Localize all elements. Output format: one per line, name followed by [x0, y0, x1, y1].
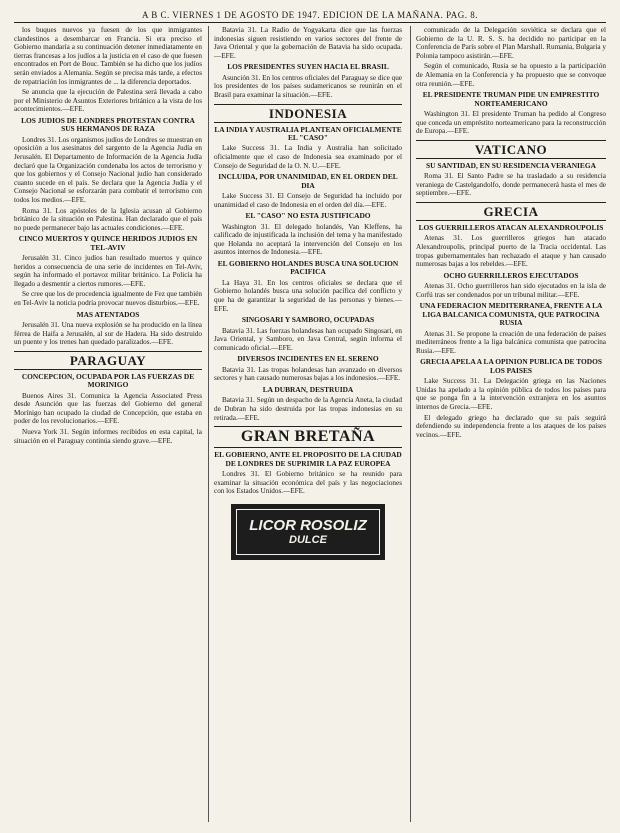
- article-paragraph: La Haya 31. En los centros oficiales se declara que el Gobierno holandés busca una solución pacífica del conflicto y que ha de garantizar la seguridad de las personas y bienes.—EFE.: [214, 278, 402, 313]
- headline: INCLUIDA, POR UNANIMIDAD, EN EL ORDEN DEL DIA: [218, 172, 398, 190]
- article-paragraph: comunicado de la Delegación soviética se declara que el Gobierno de la U. R. S. S. ha decidido no participar en la Conferencia de París sobre el Plan Marshall. Rumania, Bulgaria y Polonia tampoco asistirán.—EFE.: [416, 26, 606, 60]
- headline: LA INDIA Y AUSTRALIA PLANTEAN OFICIALMENTE EL "CASO": [214, 124, 402, 142]
- column-3: [416, 26, 606, 822]
- article-paragraph: Washington 31. El delegado holandés, Van Kleffens, ha calificado de injustificada la inclusión del tema y ha manifestado que Holanda no aceptará la intervención del Consejo en los asuntos internos de Indonesia.—EFE.: [214, 222, 402, 257]
- headline: DIVERSOS INCIDENTES EN EL SERENO: [237, 354, 379, 364]
- article-paragraph: Jerusalén 31. Una nueva explosión se ha producido en la línea férrea de Haifa a Jerusalén, al sur de Hadera. Ha sido destruido un puente y los trenes han quedado paralizados.—EFE.: [14, 321, 202, 347]
- ad-brand: LICOR ROSOLIZ: [249, 516, 367, 534]
- section-title: VATICANO: [416, 140, 606, 159]
- article-paragraph: Lake Success 31. La India y Australia han solicitado oficialmente que el caso de Indonesia sea examinado por el Consejo de Seguridad de la O. N. U.—EFE.: [214, 144, 402, 170]
- headline: LA DUBRAN, DESTRUIDA: [262, 384, 354, 394]
- article-paragraph: El delegado griego ha declarado que su país seguirá defendiendo su independencia frente a los ataques de los países vecinos.—EFE.: [416, 413, 606, 439]
- headline: LOS PRESIDENTES SUYEN HACIA EL BRASIL: [227, 62, 389, 72]
- section-title: GRECIA: [416, 202, 606, 221]
- headline: UNA FEDERACION MEDITERRANEA, FRENTE A LA LIGA BALCANICA COMUNISTA, QUE PATROCINA RUSIA: [419, 301, 603, 328]
- article-paragraph: Atenas 31. Los guerrilleros griegos han atacado Alexandroupolis, principal puerto de la Tracia occidental. Las tropas gubernamentales han rechazado el ataque y han causado numerosas bajas a los rebeldes.—EFE.: [416, 234, 606, 269]
- article-paragraph: Jerusalén 31. Cinco judíos han resultado muertos y quince heridos a consecuencia de una serie de incidentes en Tel-Aviv, según ha informado el portavoz militar británico. La Policía ha llegado a desmentir a ciertos rumores.—EFE.: [14, 254, 202, 288]
- columns: [14, 26, 606, 822]
- section-title: GRAN BRETAÑA: [214, 426, 402, 448]
- running-head: A B C. VIERNES 1 DE AGOSTO DE 1947. EDICION DE LA MAÑANA. PAG. 8.: [14, 10, 606, 23]
- ad-kind: DULCE: [289, 533, 327, 546]
- headline: CONCEPCION, OCUPADA POR LAS FUERZAS DE MORINIGO: [21, 371, 195, 390]
- column-2: [214, 26, 402, 822]
- headline: OCHO GUERRILLEROS EJECUTADOS: [443, 270, 579, 280]
- article-paragraph: Lake Success 31. La Delegación griega en las Naciones Unidas ha apelado a la opinión pública de todos los países para que se ponga fin a la intervención extranjera en los asuntos internos de Grecia.—EFE.: [416, 377, 606, 411]
- article-paragraph: Washington 31. El presidente Truman ha pedido al Congreso que conceda un empréstito norteamericano para la reconstrucción de Europa.—EFE.: [416, 109, 606, 136]
- article-paragraph: Londres 31. Los organismos judíos de Londres se muestran en oposición a los asesinatos del sargento de la Agencia Judía en Jerusalén. El Departamento de Información de la Agencia Judía declaró que la Organización condenaba los actos de terrorismo y que los gobiernos y el Consejo Nacional judío han considerado cuanto sucede en el país. Se declara que la Agencia Judía y el Consejo Nacional se esforzarán para combatir el terrorismo con todos los medios.—EFE.: [14, 135, 202, 204]
- headline: MAS ATENTADOS: [76, 309, 140, 319]
- article-paragraph: Según el comunicado, Rusia se ha opuesto a la participación de Alemania en la Conferencia y ha propuesto que se convoque otra reunión.—EFE.: [416, 62, 606, 88]
- newspaper-page: [14, 10, 606, 825]
- headline: EL "CASO" NO ESTA JUSTIFICADO: [245, 211, 371, 221]
- article-paragraph: Atenas 31. Se propone la creación de una federación de países mediterráneos frente a la liga balcánica comunista que patrocina Rusia.—EFE.: [416, 329, 606, 355]
- article-paragraph: Londres 31. El Gobierno británico se ha reunido para examinar la situación económica del país y las negociaciones con los Estados Unidos.—EFE.: [214, 469, 402, 496]
- headline: SU SANTIDAD, EN SU RESIDENCIA VERANIEGA: [426, 160, 596, 170]
- headline: LOS JUDIOS DE LONDRES PROTESTAN CONTRA SUS HERMANOS DE RAZA: [21, 115, 195, 134]
- headline: EL GOBIERNO, ANTE EL PROPOSITO DE LA CIUDAD DE LONDRES DE SUPRIMIR LA PAZ EUROPEA: [214, 450, 402, 468]
- article-paragraph: Se anuncia que la ejecución de Palestina será llevada a cabo por el Ministerio de Asuntos Exteriores británico a la vista de los acontecimientos.—EFE.: [14, 88, 202, 114]
- article-paragraph: Buenos Aires 31. Comunica la Agencia Associated Press desde Asunción que las fuerzas del Gobierno del general Morínigo han ocupado la ciudad de Concepción, que estaba en poder de los revolucionarios.—EFE.: [14, 391, 202, 426]
- headline: EL GOBIERNO HOLANDES BUSCA UNA SOLUCION PACIFICA: [217, 258, 399, 277]
- article-paragraph: Batavia 31. Las fuerzas holandesas han ocupado Singosari, en Java Oriental, y Samboro, en Java Central, según informa el comunicado oficial.—EFE.: [214, 326, 402, 352]
- headline: CINCO MUERTOS Y QUINCE HERIDOS JUDIOS EN TEL-AVIV: [18, 234, 198, 252]
- article-paragraph: Atenas 31. Ocho guerrilleros han sido ejecutados en la isla de Corfú tras ser condenados por un tribunal militar.—EFE.: [416, 282, 606, 299]
- article-paragraph: Roma 31. Los apóstoles de la Iglesia acusan al Gobierno británico de la situación en Palestina. Han declarado que el país no puede permanecer bajo las actuales condiciones.—EFE.: [14, 206, 202, 232]
- liquor-advertisement: [231, 504, 385, 560]
- section-title: INDONESIA: [214, 104, 402, 123]
- column-rule: [410, 26, 411, 822]
- article-paragraph: Batavia 31. Según un despacho de la Agencia Aneta, la ciudad de Dubran ha sido destruida por las tropas indonesias en su retirada.—EFE.: [214, 396, 402, 422]
- article-paragraph: Batavia 31. Las tropas holandesas han avanzado en diversos sectores y han causado numerosas bajas a los indonesios.—EFE.: [214, 365, 402, 383]
- article-paragraph: Nueva York 31. Según informes recibidos en esta capital, la situación en el Paraguay continúa siendo grave.—EFE.: [14, 428, 202, 445]
- article-paragraph: Se cree que los de procedencia igualmente de Fez que también en Tel-Aviv la noticia podría provocar nuevos disturbios.—EFE.: [14, 290, 202, 308]
- article-paragraph: Asunción 31. En los centros oficiales del Paraguay se dice que los presidentes de los países sudamericanos se reunirán en el Brasil para examinar la situación.—EFE.: [214, 73, 402, 99]
- article-paragraph: Roma 31. El Santo Padre se ha trasladado a su residencia veraniega de Castelgandolfo, donde permanecerá hasta el mes de septiembre.—EFE.: [416, 172, 606, 198]
- headline: SINGOSARI Y SAMBORO, OCUPADAS: [241, 315, 375, 325]
- column-1: [14, 26, 202, 822]
- article-paragraph: los buques nuevos ya fuesen de los que inmigrantes clandestinos a desembarcar en Francia. Si era preciso el Gobierno mandaría a su continuación detener inmediatamente en tierras francesas a los judíos a la justicia en el caso de que fuesen encontrados en Port de Bouc. También se ha dicho que los judíos serán enviados a Alemania. Según se precisa más tarde, a efectos de repatriación los inmigrantes de ... la diferencia deportados.: [14, 26, 202, 86]
- headline: LOS GUERRILLEROS ATACAN ALEXANDROUPOLIS: [418, 222, 604, 232]
- headline: GRECIA APELA A LA OPINION PUBLICA DE TODOS LOS PAISES: [420, 357, 602, 375]
- column-rule: [208, 26, 209, 822]
- headline: EL PRESIDENTE TRUMAN PIDE UN EMPRESTITO NORTEAMERICANO: [422, 90, 600, 108]
- section-title: PARAGUAY: [14, 351, 202, 370]
- article-paragraph: Lake Success 31. El Consejo de Seguridad ha incluido por unanimidad el caso de Indonesia en el orden del día.—EFE.: [214, 191, 402, 209]
- article-paragraph: Batavia 31. La Radio de Yogyakarta dice que las fuerzas indonesias siguen resistiendo en varios sectores del frente de Java Oriental y que la gobernación de Batavia ha sido ocupada.—EFE.: [214, 26, 402, 60]
